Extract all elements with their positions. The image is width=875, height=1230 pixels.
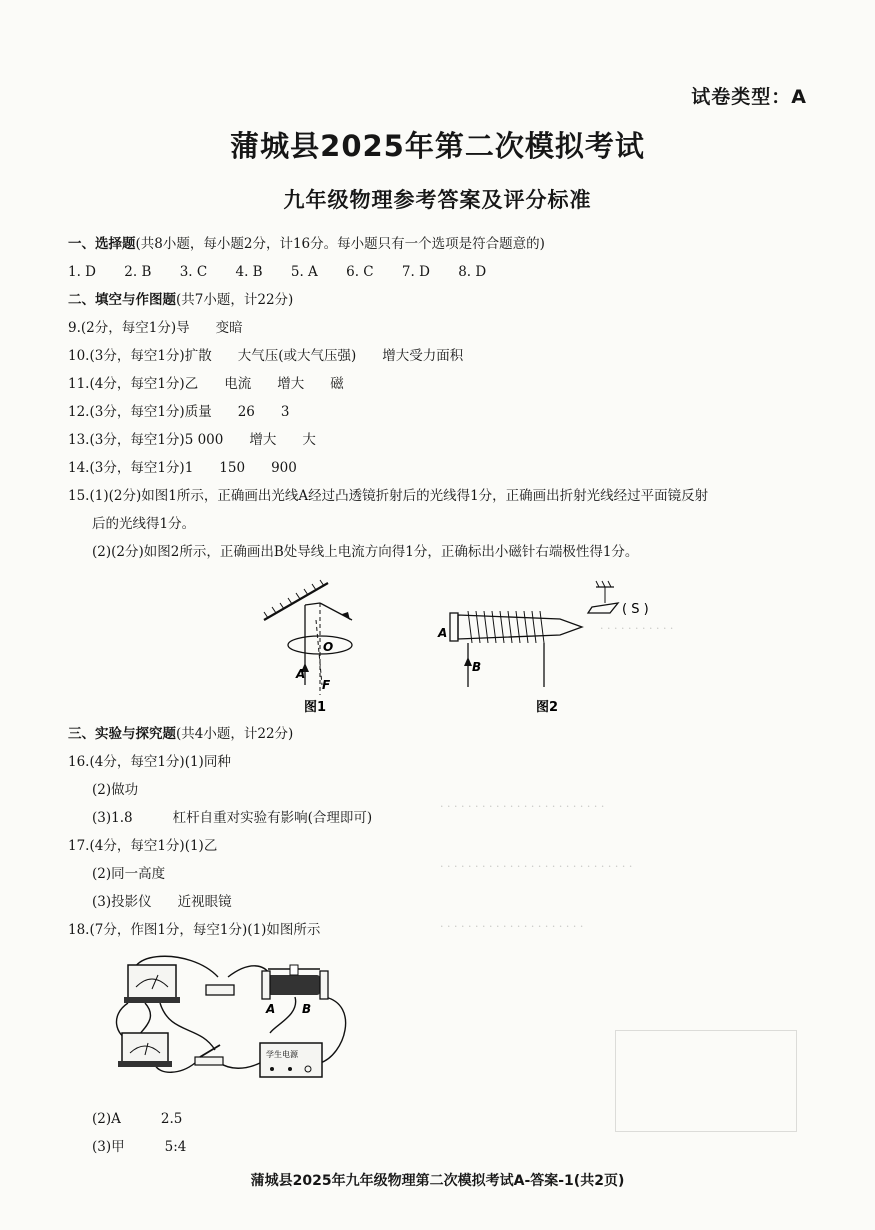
page-footer: 蒲城县2025年九年级物理第二次模拟考试A-答案-1(共2页)	[250, 1173, 625, 1189]
mcq-answer: 1. D	[68, 264, 96, 280]
answer-q17-part2: (2)同一高度	[92, 866, 166, 882]
mcq-answer: 5. A	[290, 264, 318, 280]
figure1-label-o: O	[323, 640, 334, 654]
answer-q17: 17.(4分，每空1分)(1)乙	[68, 838, 218, 854]
answer-q18-part3: (3)甲 5:4	[92, 1139, 187, 1155]
bleed-through-mark: · · · · · · · · · · ·	[600, 622, 674, 635]
figure1-label-a: A	[296, 667, 306, 681]
section1-heading: 一、选择题	[68, 236, 136, 252]
section3-note: (共4小题，计22分)	[176, 726, 294, 742]
mcq-answer: 3. C	[179, 264, 208, 280]
answer-q11: 11.(4分，每空1分)乙 电流 增大 磁	[68, 376, 344, 392]
figure1-caption: 图1	[304, 700, 327, 715]
answer-q16: 16.(4分，每空1分)(1)同种	[68, 754, 231, 770]
section1-header	[68, 235, 545, 253]
section2-note: (共7小题，计22分)	[176, 292, 294, 308]
figure1-optics-diagram	[250, 575, 410, 725]
bleed-through-mark: · · · · · · · · · · · · · · · · · · · · ·	[440, 920, 584, 933]
power-supply-label: 学生电源	[266, 1050, 298, 1059]
circuit-diagram	[100, 945, 360, 1090]
figure2-caption: 图2	[536, 700, 559, 715]
mcq-answers	[68, 263, 510, 281]
mcq-answer: 8. D	[458, 264, 487, 280]
switch-icon	[206, 985, 234, 995]
answer-q15-part1: 15.(1)(2分)如图1所示，正确画出光线A经过凸透镜折射后的光线得1分，正确画出折射光线经过平面镜反射	[68, 488, 709, 504]
answer-q18-part2: (2)A 2.5	[92, 1111, 183, 1127]
page-title: 蒲城县2025年第二次模拟考试	[230, 129, 645, 163]
knife-switch-icon	[195, 1045, 223, 1065]
rheostat-label-b: B	[302, 1002, 312, 1016]
mcq-answer: 7. D	[401, 264, 430, 280]
figure2-solenoid-diagram	[430, 575, 670, 725]
answer-q14: 14.(3分，每空1分)1 150 900	[68, 460, 297, 476]
section3-heading: 三、实验与探究题	[68, 726, 176, 742]
voltmeter-icon	[124, 965, 180, 1003]
bleed-through-mark: · · · · · · · · · · · · · · · · · · · · · · · · · · · ·	[440, 860, 633, 873]
section2-header	[68, 291, 293, 309]
answer-q13: 13.(3分，每空1分)5 000 增大 大	[68, 432, 316, 448]
answer-q16-part2: (2)做功	[92, 782, 139, 798]
paper-type-label: 试卷类型：A	[691, 86, 807, 108]
mcq-answer: 6. C	[346, 264, 374, 280]
power-supply-icon	[260, 1043, 322, 1077]
figure2-label-s: ( S )	[622, 602, 649, 617]
section3-header	[68, 725, 293, 743]
figure2-label-a: A	[438, 626, 448, 640]
rheostat-label-a: A	[266, 1002, 276, 1016]
answer-q17-part3: (3)投影仪 近视眼镜	[92, 894, 232, 910]
answer-q9: 9.(2分，每空1分)导 变暗	[68, 320, 243, 336]
answer-q15-part2: (2)(2分)如图2所示，正确画出B处导线上电流方向得1分，正确标出小磁针右端极性得1分。	[92, 544, 639, 560]
answer-q12: 12.(3分，每空1分)质量 26 3	[68, 404, 290, 420]
figure1-label-f: F	[322, 678, 331, 692]
section1-note: (共8小题，每小题2分，计16分。每小题只有一个选项是符合题意的)	[135, 236, 545, 252]
answer-q15-part1-cont: 后的光线得1分。	[92, 516, 196, 532]
answer-q18: 18.(7分，作图1分，每空1分)(1)如图所示	[68, 922, 321, 938]
bleed-through-mark: · · · · · · · · · · · · · · · · · · · · · · · ·	[440, 800, 605, 813]
answer-q16-part3: (3)1.8 杠杆自重对实验有影响(合理即可)	[92, 810, 373, 826]
ammeter-icon	[118, 1033, 172, 1067]
mcq-answer: 2. B	[124, 264, 152, 280]
section2-heading: 二、填空与作图题	[68, 292, 176, 308]
rheostat-icon	[262, 965, 328, 999]
figure2-label-b: B	[472, 660, 482, 674]
answer-q10: 10.(3分，每空1分)扩散 大气压(或大气压强) 增大受力面积	[68, 348, 464, 364]
mcq-answer: 4. B	[235, 264, 263, 280]
bleed-through-box	[615, 1030, 797, 1132]
page-subtitle: 九年级物理参考答案及评分标准	[283, 188, 592, 212]
